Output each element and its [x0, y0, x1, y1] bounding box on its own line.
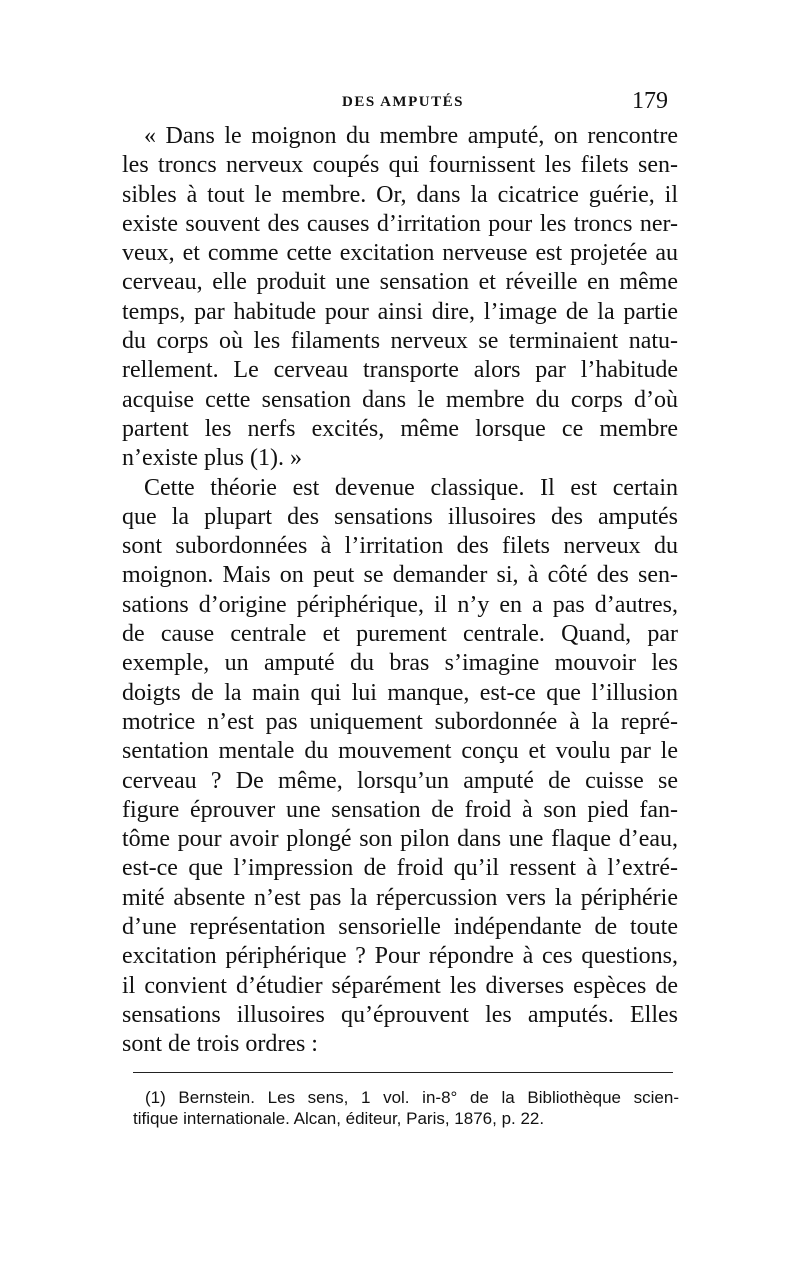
- running-title: DES AMPUTÉS: [342, 94, 464, 110]
- text-line: sations d’origine périphérique, il n’y en a pas d’autres,: [122, 591, 678, 618]
- text-line: excitation périphérique ? Pour répondre à ces questions,: [122, 943, 678, 970]
- page-number: 179: [632, 88, 668, 114]
- footnote-line: tifique internationale. Alcan, éditeur, Paris, 1876, p. 22.: [133, 1109, 545, 1128]
- text-line: « Dans le moignon du membre amputé, on rencontre: [144, 123, 678, 149]
- text-line: doigts de la main qui lui manque, est-ce que l’illusion: [122, 679, 678, 706]
- text-line: sentation mentale du mouvement conçu et voulu par le: [122, 738, 678, 765]
- text-line: il convient d’étudier séparément les diverses espèces de: [122, 972, 678, 999]
- text-line: acquise cette sensation dans le membre du corps d’où: [122, 386, 678, 413]
- text-line: sont de trois ordres :: [122, 1031, 318, 1058]
- text-line: temps, par habitude pour ainsi dire, l’image de la partie: [122, 298, 678, 325]
- text-line: partent les nerfs excités, même lorsque ce membre: [122, 415, 678, 442]
- text-line: existe souvent des causes d’irritation pour les troncs ner-: [122, 210, 678, 237]
- text-line: rellement. Le cerveau transporte alors par l’habitude: [122, 357, 678, 384]
- text-line: sont subordonnées à l’irritation des filets nerveux du: [122, 533, 678, 560]
- text-line: moignon. Mais on peut se demander si, à côté des sen-: [122, 562, 678, 589]
- footnote-line: (1) Bernstein. Les sens, 1 vol. in-8° de la Bibliothèque scien-: [145, 1088, 679, 1107]
- text-line: sibles à tout le membre. Or, dans la cicatrice guérie, il: [122, 181, 678, 208]
- text-line: que la plupart des sensations illusoires des amputés: [122, 503, 678, 530]
- text-line: n’existe plus (1). »: [122, 445, 302, 472]
- text-line: motrice n’est pas uniquement subordonnée à la repré-: [122, 708, 678, 735]
- text-line: du corps où les filaments nerveux se terminaient natu-: [122, 328, 678, 355]
- text-line: figure éprouver une sensation de froid à son pied fan-: [122, 796, 678, 823]
- footnote: [133, 1087, 679, 1129]
- text-line: cerveau, elle produit une sensation et réveille en même: [122, 269, 678, 296]
- text-line: d’une représentation sensorielle indépendante de toute: [122, 914, 678, 941]
- text-line: de cause centrale et purement centrale. Quand, par: [122, 621, 678, 648]
- text-line: est-ce que l’impression de froid qu’il ressent à l’extré-: [122, 855, 678, 882]
- text-line: les troncs nerveux coupés qui fournissent les filets sen-: [122, 152, 678, 179]
- text-line: tôme pour avoir plongé son pilon dans une flaque d’eau,: [122, 826, 678, 853]
- text-line: mité absente n’est pas la répercussion vers la périphérie: [122, 884, 678, 911]
- text-line: sensations illusoires qu’éprouvent les amputés. Elles: [122, 1001, 678, 1028]
- text-line: cerveau ? De même, lorsqu’un amputé de cuisse se: [122, 767, 678, 794]
- body-text: [122, 122, 678, 1060]
- footnote-divider: [133, 1072, 673, 1073]
- running-head: [0, 88, 800, 118]
- text-line: veux, et comme cette excitation nerveuse est projetée au: [122, 240, 678, 267]
- text-line: exemple, un amputé du bras s’imagine mouvoir les: [122, 650, 678, 677]
- text-line: Cette théorie est devenue classique. Il est certain: [144, 474, 678, 501]
